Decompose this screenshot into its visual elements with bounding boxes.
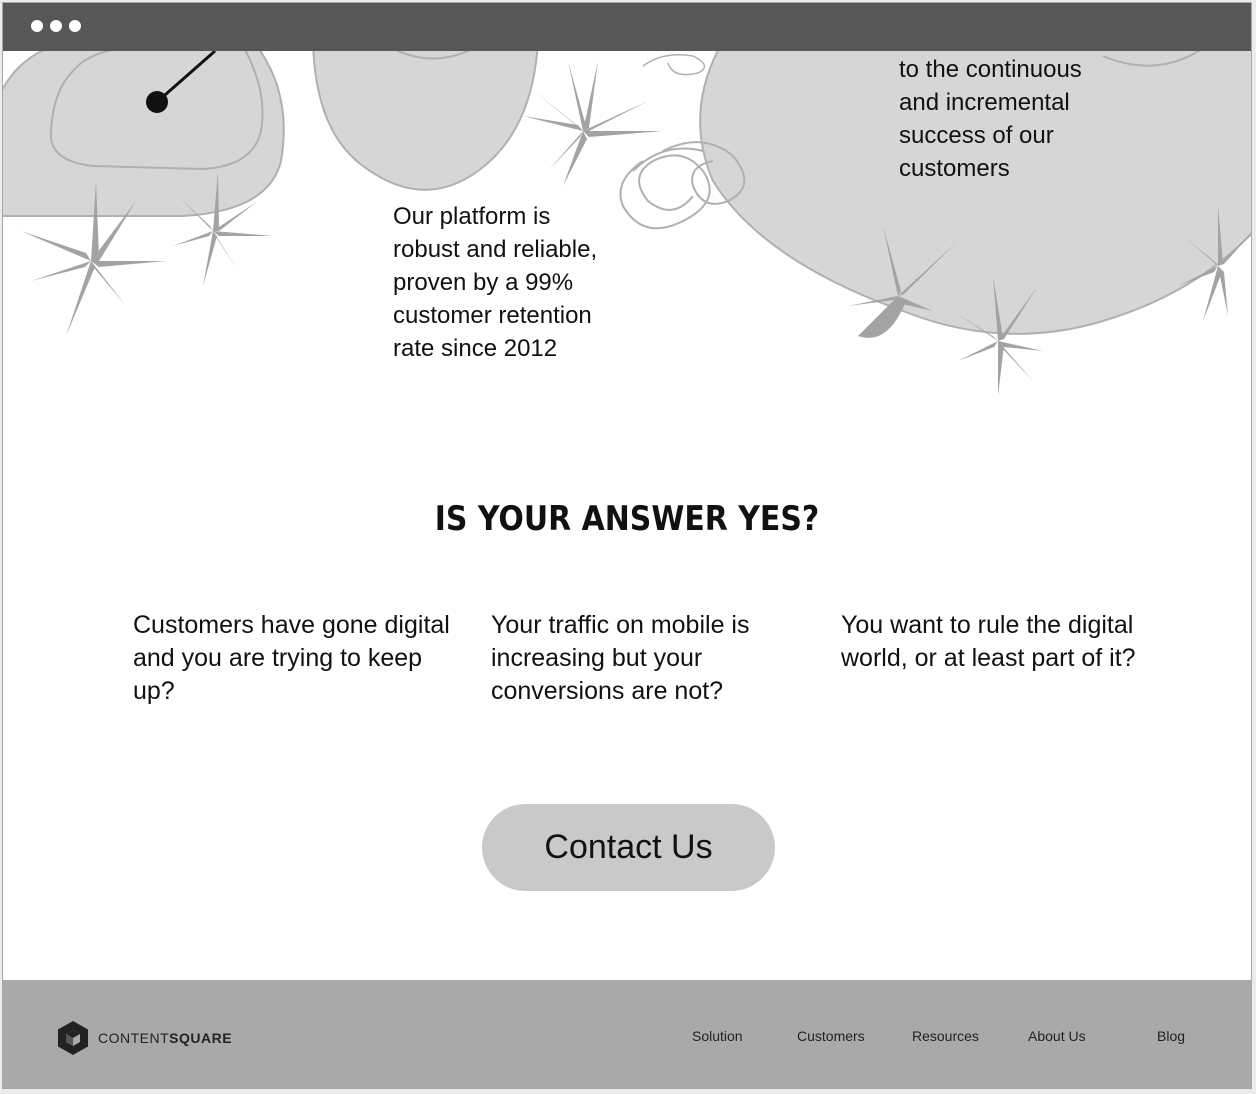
- question-item: Your traffic on mobile is increasing but your conversions are not?: [491, 611, 750, 705]
- text-line: success of our: [899, 122, 1054, 149]
- section-heading: IS YOUR ANSWER YES?: [434, 499, 820, 539]
- contact-us-button[interactable]: Contact Us: [482, 804, 775, 891]
- brand-logo[interactable]: [56, 1020, 232, 1056]
- window-dot-icon[interactable]: [69, 20, 81, 32]
- scribble-shape: [643, 55, 704, 75]
- text-line: robust and reliable,: [393, 236, 598, 263]
- blob-shape: [3, 51, 284, 216]
- text-line: and incremental: [899, 89, 1070, 116]
- footer-nav-customers[interactable]: Customers: [797, 1028, 865, 1044]
- window-dot-icon[interactable]: [50, 20, 62, 32]
- pin-head-icon: [146, 91, 168, 113]
- window-dot-icon[interactable]: [31, 20, 43, 32]
- question-item: You want to rule the digital world, or at least part of it?: [841, 611, 1136, 672]
- footer-nav-blog[interactable]: Blog: [1157, 1028, 1186, 1044]
- hero-top-right-text: [899, 53, 1082, 185]
- text-line: customers: [899, 155, 1010, 182]
- window-titlebar: [3, 3, 1251, 51]
- text-line: proven by a 99%: [393, 269, 574, 296]
- question-item: Customers have gone digital and you are trying to keep up?: [133, 611, 450, 705]
- footer-nav-solution[interactable]: Solution: [692, 1028, 743, 1044]
- blob-shape: [313, 51, 538, 190]
- browser-window: [2, 2, 1252, 1089]
- hero-middle-text: [393, 200, 597, 365]
- text-line: Our platform is: [393, 203, 551, 230]
- text-line: customer retention: [393, 302, 592, 329]
- contentsquare-logo-icon: [56, 1020, 90, 1056]
- footer-nav-about-us[interactable]: About Us: [1028, 1028, 1086, 1044]
- logo-text-light: CONTENT: [98, 1030, 170, 1046]
- footer: [3, 980, 1251, 1089]
- footer-nav-resources[interactable]: Resources: [912, 1028, 979, 1044]
- text-line: rate since 2012: [393, 335, 558, 362]
- logo-text: [98, 1030, 232, 1046]
- plant-icon: [523, 61, 663, 186]
- logo-text-bold: SQUARE: [169, 1030, 233, 1046]
- text-line: to the continuous: [899, 56, 1082, 83]
